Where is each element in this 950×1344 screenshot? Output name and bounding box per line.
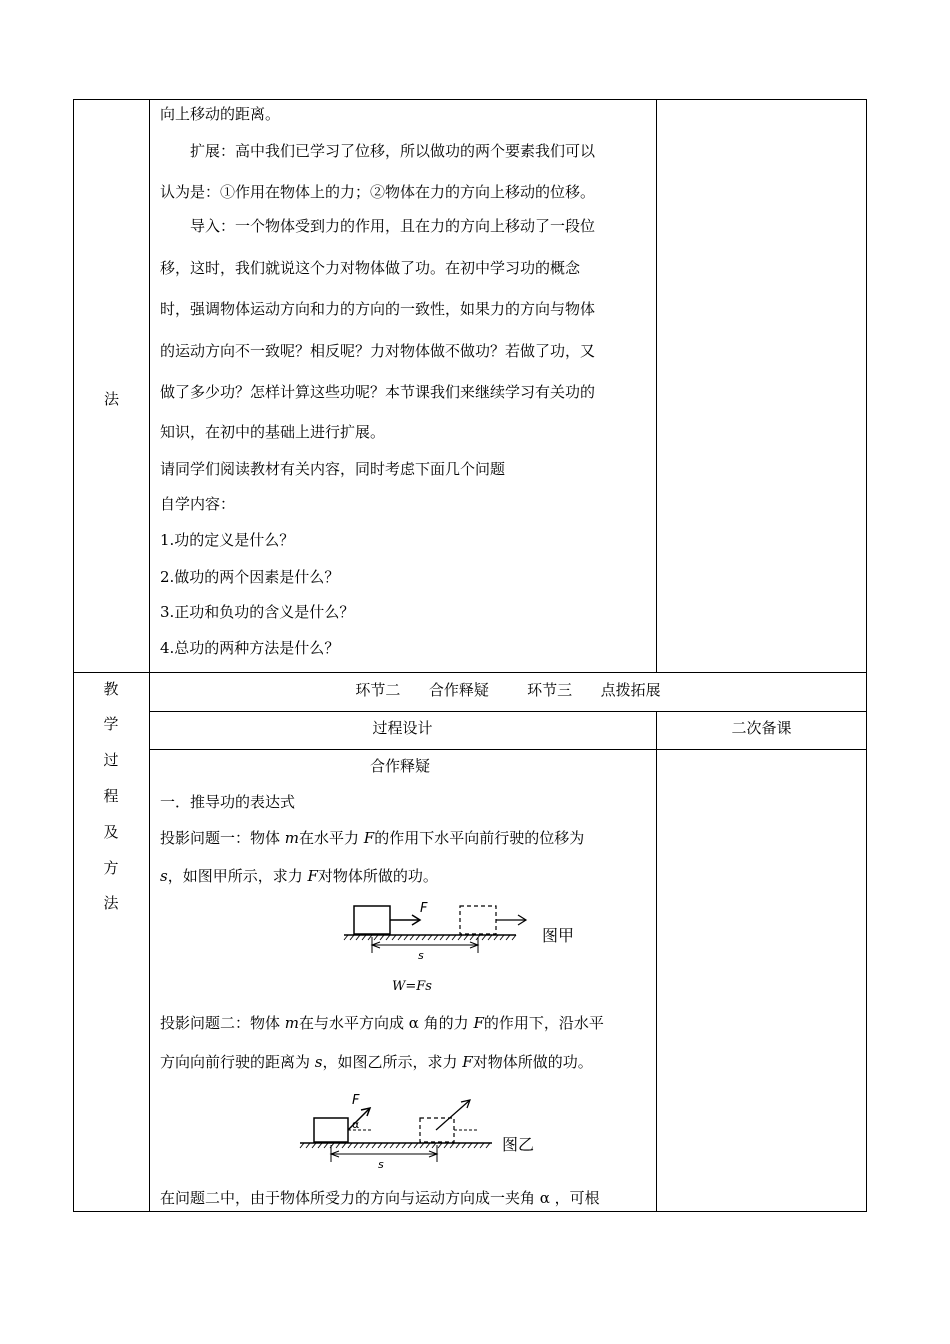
question-1-line-1: 投影问题一：物体 m在水平力 F的作用下水平向前行驶的位移为	[160, 829, 585, 847]
formula: W=Fs	[392, 979, 432, 994]
text-line: 自学内容：	[160, 495, 236, 513]
text-line: 的运动方向不一致呢？相反呢？力对物体做不做功？若做了功，又	[160, 342, 596, 360]
left-char: 过	[103, 751, 119, 769]
text-line: 请同学们阅读教材有关内容，同时考虑下面几个问题	[160, 460, 506, 478]
text-line: 导入：一个物体受到力的作用，且在力的方向上移动了一段位	[190, 217, 596, 235]
text-line: 时，强调物体运动方向和力的方向的一致性，如果力的方向与物体	[160, 300, 596, 318]
list-item: 3.正功和负功的含义是什么？	[160, 603, 355, 621]
figure-yi	[296, 1092, 556, 1172]
left-char: 及	[103, 823, 119, 841]
col-divider-right-upper	[656, 99, 657, 673]
list-item: 1.功的定义是什么？	[160, 531, 295, 549]
text-line: 做了多少功？怎样计算这些功呢？本节课我们来继续学习有关功的	[160, 383, 596, 401]
left-char: 方	[103, 859, 119, 877]
question-1-line-2: s，如图甲所示，求力 F对物体所做的功。	[160, 867, 438, 885]
question-2-line-1: 投影问题二：物体 m在与水平方向成 α 角的力 F的作用下，沿水平	[160, 1014, 604, 1032]
figure-jia-f-label: F	[420, 901, 428, 916]
figure-yi-s-label: s	[378, 1158, 384, 1171]
col-divider-left	[149, 99, 150, 1212]
figure-yi-alpha-label: α	[352, 1118, 360, 1131]
sub-title: 合作释疑	[370, 757, 431, 775]
col-divider-right-lower	[656, 711, 657, 1212]
text-line: 在问题二中，由于物体所受力的方向与运动方向成一夹角 α ，可根	[160, 1189, 600, 1207]
left-char: 学	[103, 715, 119, 733]
row-divider-1	[73, 672, 867, 673]
text-line: 移，这时，我们就说这个力对物体做了功。在初中学习功的概念	[160, 259, 581, 277]
question-2-line-2: 方向向前行驶的距离为 s，如图乙所示，求力 F对物体所做的功。	[160, 1053, 593, 1071]
left-char: 法	[103, 894, 119, 912]
text-line: 扩展：高中我们已学习了位移，所以做功的两个要素我们可以	[190, 142, 596, 160]
figure-yi-caption: 图乙	[502, 1135, 535, 1154]
column-header-process: 过程设计	[372, 719, 433, 737]
section-header: 环节二 合作释疑 环节三 点拨拓展	[355, 681, 661, 699]
list-item: 4.总功的两种方法是什么？	[160, 639, 340, 657]
row-divider-3	[149, 749, 867, 750]
column-header-second: 二次备课	[731, 719, 792, 737]
text-line: 向上移动的距离。	[160, 105, 281, 123]
figure-yi-f-label: F	[352, 1093, 360, 1108]
item-title: 一．推导功的表达式	[160, 793, 296, 811]
left-char: 教	[103, 680, 119, 698]
figure-jia-s-label: s	[418, 949, 424, 962]
left-char: 程	[103, 787, 119, 805]
list-item: 2.做功的两个因素是什么？	[160, 568, 340, 586]
figure-jia-caption: 图甲	[542, 926, 575, 945]
text-line: 认为是：①作用在物体上的力；②物体在力的方向上移动的位移。	[160, 183, 596, 201]
text-line: 知识，在初中的基础上进行扩展。	[160, 423, 386, 441]
upper-left-label: 法	[104, 390, 120, 408]
row-divider-2	[149, 711, 867, 712]
figure-jia	[340, 897, 590, 967]
